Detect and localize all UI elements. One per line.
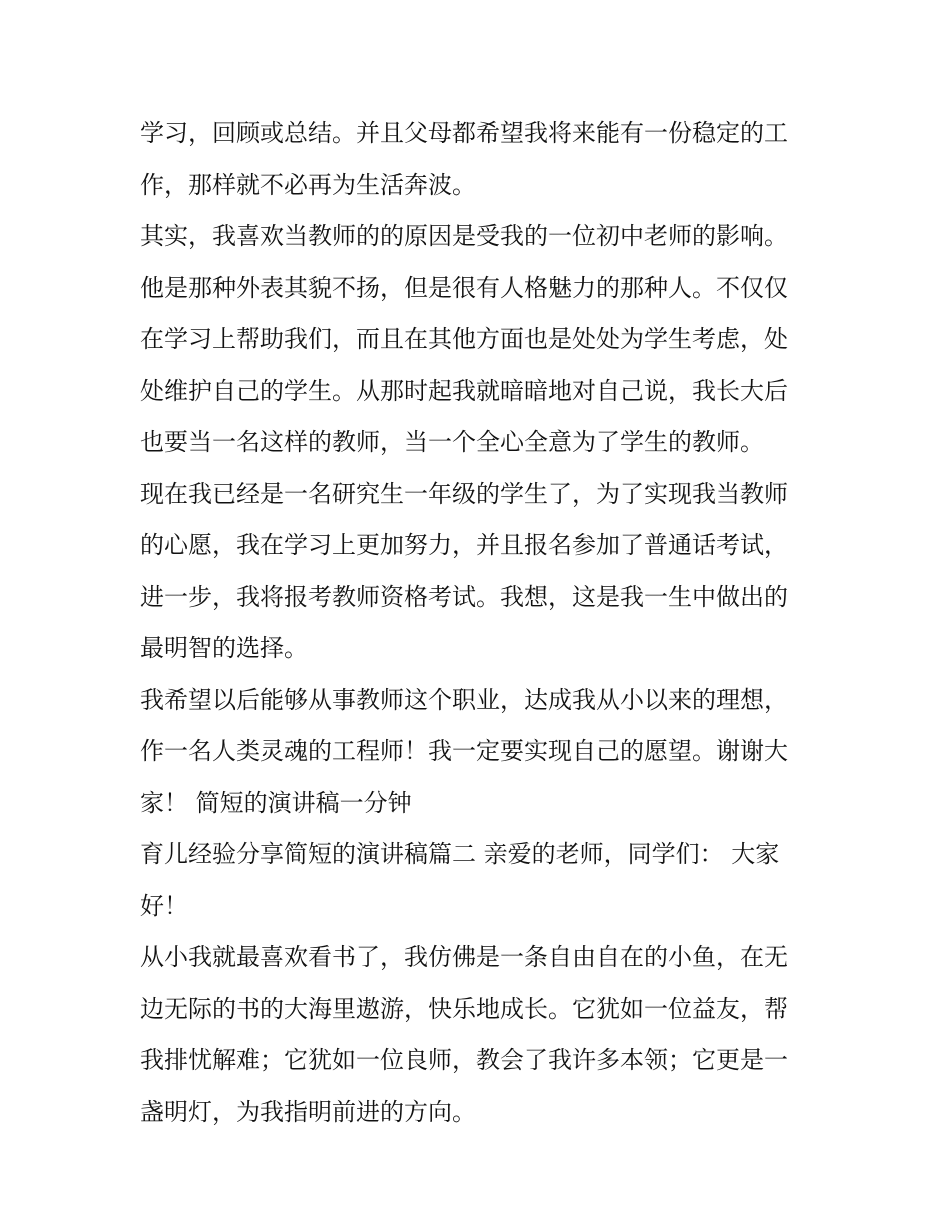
text-line: 育儿经验分享简短的演讲稿篇二 亲爱的老师，同学们： 大家 (140, 840, 780, 868)
text-line: 边无际的书的大海里遨游，快乐地成长。它犹如一位益友，帮 (140, 994, 788, 1023)
text-line: 学习，回顾或总结。并且父母都希望我将来能有一份稳定的工 (140, 119, 788, 147)
text-line: 盏明灯，为我指明前进的方向。 (140, 1097, 476, 1126)
text-line: 在学习上帮助我们，而且在其他方面也是处处为学生考虑，处 (140, 325, 788, 353)
text-line: 好！ (140, 891, 188, 920)
text-line: 作，那样就不必再为生活奔波。 (140, 170, 476, 199)
document-body (140, 108, 820, 1138)
text-line: 从小我就最喜欢看书了，我仿佛是一条自由自在的小鱼，在无 (140, 943, 788, 971)
text-line: 他是那种外表其貌不扬，但是很有人格魅力的那种人。不仅仅 (140, 273, 788, 302)
text-line: 家！ 简短的演讲稿一分钟 (140, 788, 412, 817)
text-line: 作一名人类灵魂的工程师！我一定要实现自己的愿望。谢谢大 (140, 737, 788, 765)
text-line: 我希望以后能够从事教师这个职业，达成我从小以来的理想， (140, 685, 788, 714)
text-line: 也要当一名这样的教师，当一个全心全意为了学生的教师。 (140, 428, 764, 456)
text-line: 处维护自己的学生。从那时起我就暗暗地对自己说，我长大后 (140, 376, 788, 405)
text-line: 进一步，我将报考教师资格考试。我想，这是我一生中做出的 (140, 582, 788, 611)
text-line: 最明智的选择。 (140, 634, 308, 662)
text-line: 我排忧解难；它犹如一位良师，教会了我许多本领；它更是一 (140, 1046, 788, 1074)
text-line: 现在我已经是一名研究生一年级的学生了，为了实现我当教师 (140, 479, 788, 508)
text-line: 其实，我喜欢当教师的的原因是受我的一位初中老师的影响。 (140, 222, 788, 250)
text-line: 的心愿，我在学习上更加努力，并且报名参加了普通话考试， (140, 531, 788, 559)
